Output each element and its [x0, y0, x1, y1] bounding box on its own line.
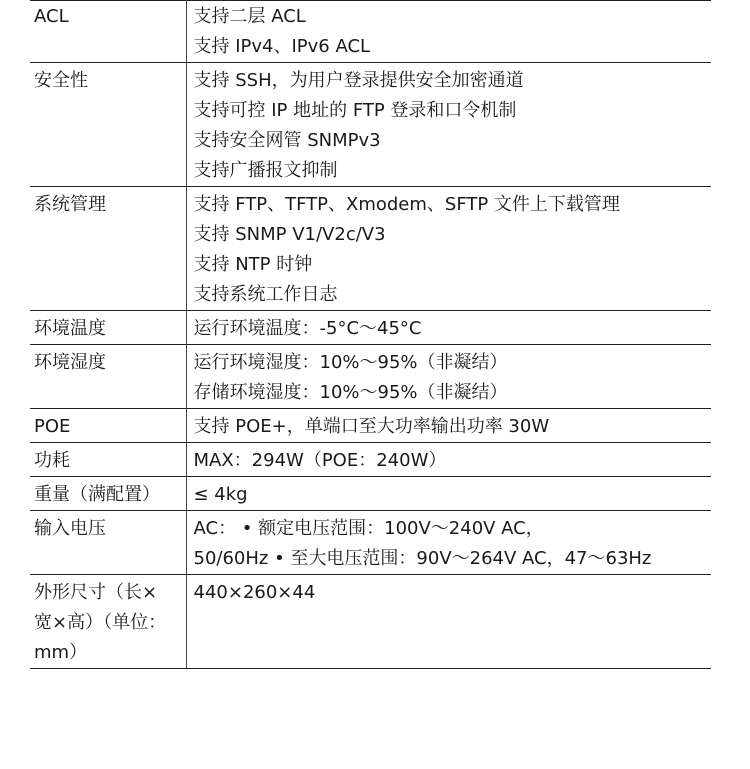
spec-value-line: 支持系统工作日志 [193, 284, 338, 305]
spec-value-line: 支持 POE+，单端口至大功率输出功率 30W [193, 416, 550, 437]
table-row [30, 511, 711, 575]
spec-label [30, 575, 186, 669]
spec-label: 重量（满配置） [30, 477, 186, 511]
table-row [30, 345, 711, 409]
spec-label-line: 宽×高）（单位： [34, 612, 167, 633]
spec-label: 输入电压 [30, 511, 186, 575]
spec-value [186, 575, 711, 669]
spec-value [186, 511, 711, 575]
spec-label: ACL [30, 0, 186, 63]
spec-value [186, 311, 711, 345]
spec-value-line: 支持 NTP 时钟 [193, 254, 313, 275]
spec-value-line: 支持 IPv4、IPv6 ACL [193, 36, 371, 57]
spec-label: 环境温度 [30, 311, 186, 345]
spec-value [186, 477, 711, 511]
spec-value [186, 409, 711, 443]
spec-label: 环境湿度 [30, 345, 186, 409]
spec-value-line: 440×260×44 [193, 582, 316, 603]
spec-value-line: 支持 FTP、TFTP、Xmodem、SFTP 文件上下载管理 [193, 194, 620, 215]
spec-value-line: 运行环境温度：-5°C～45°C [193, 318, 422, 339]
spec-table [30, 0, 711, 669]
table-row [30, 0, 711, 63]
spec-value-line: 支持可控 IP 地址的 FTP 登录和口令机制 [193, 100, 517, 121]
spec-value-line: 支持 SSH，为用户登录提供安全加密通道 [193, 70, 524, 91]
spec-value-line: 50/60Hz • 至大电压范围：90V～264V AC，47～63Hz [193, 548, 652, 569]
table-row [30, 477, 711, 511]
spec-value-line: MAX：294W（POE：240W） [193, 450, 447, 471]
table-row [30, 409, 711, 443]
spec-label: 安全性 [30, 63, 186, 187]
spec-value-line: 支持二层 ACL [193, 6, 306, 27]
spec-value [186, 63, 711, 187]
table-row [30, 443, 711, 477]
table-row [30, 187, 711, 311]
spec-value [186, 345, 711, 409]
spec-value-line: 支持广播报文抑制 [193, 160, 338, 181]
table-row [30, 575, 711, 669]
spec-value-line: AC： • 额定电压范围：100V～240V AC， [193, 518, 544, 539]
table-row [30, 311, 711, 345]
spec-value [186, 187, 711, 311]
spec-value-line: 运行环境湿度：10%～95%（非凝结） [193, 352, 508, 373]
spec-value-line: 存储环境湿度：10%～95%（非凝结） [193, 382, 508, 403]
spec-value [186, 0, 711, 63]
spec-label-line: mm） [34, 642, 88, 663]
spec-label: 系统管理 [30, 187, 186, 311]
spec-value [186, 443, 711, 477]
spec-value-line: ≤ 4kg [193, 484, 248, 505]
spec-label-line: 外形尺寸（长× [34, 582, 158, 603]
spec-label: POE [30, 409, 186, 443]
spec-label: 功耗 [30, 443, 186, 477]
table-row [30, 63, 711, 187]
spec-value-line: 支持安全网管 SNMPv3 [193, 130, 381, 151]
spec-value-line: 支持 SNMP V1/V2c/V3 [193, 224, 386, 245]
